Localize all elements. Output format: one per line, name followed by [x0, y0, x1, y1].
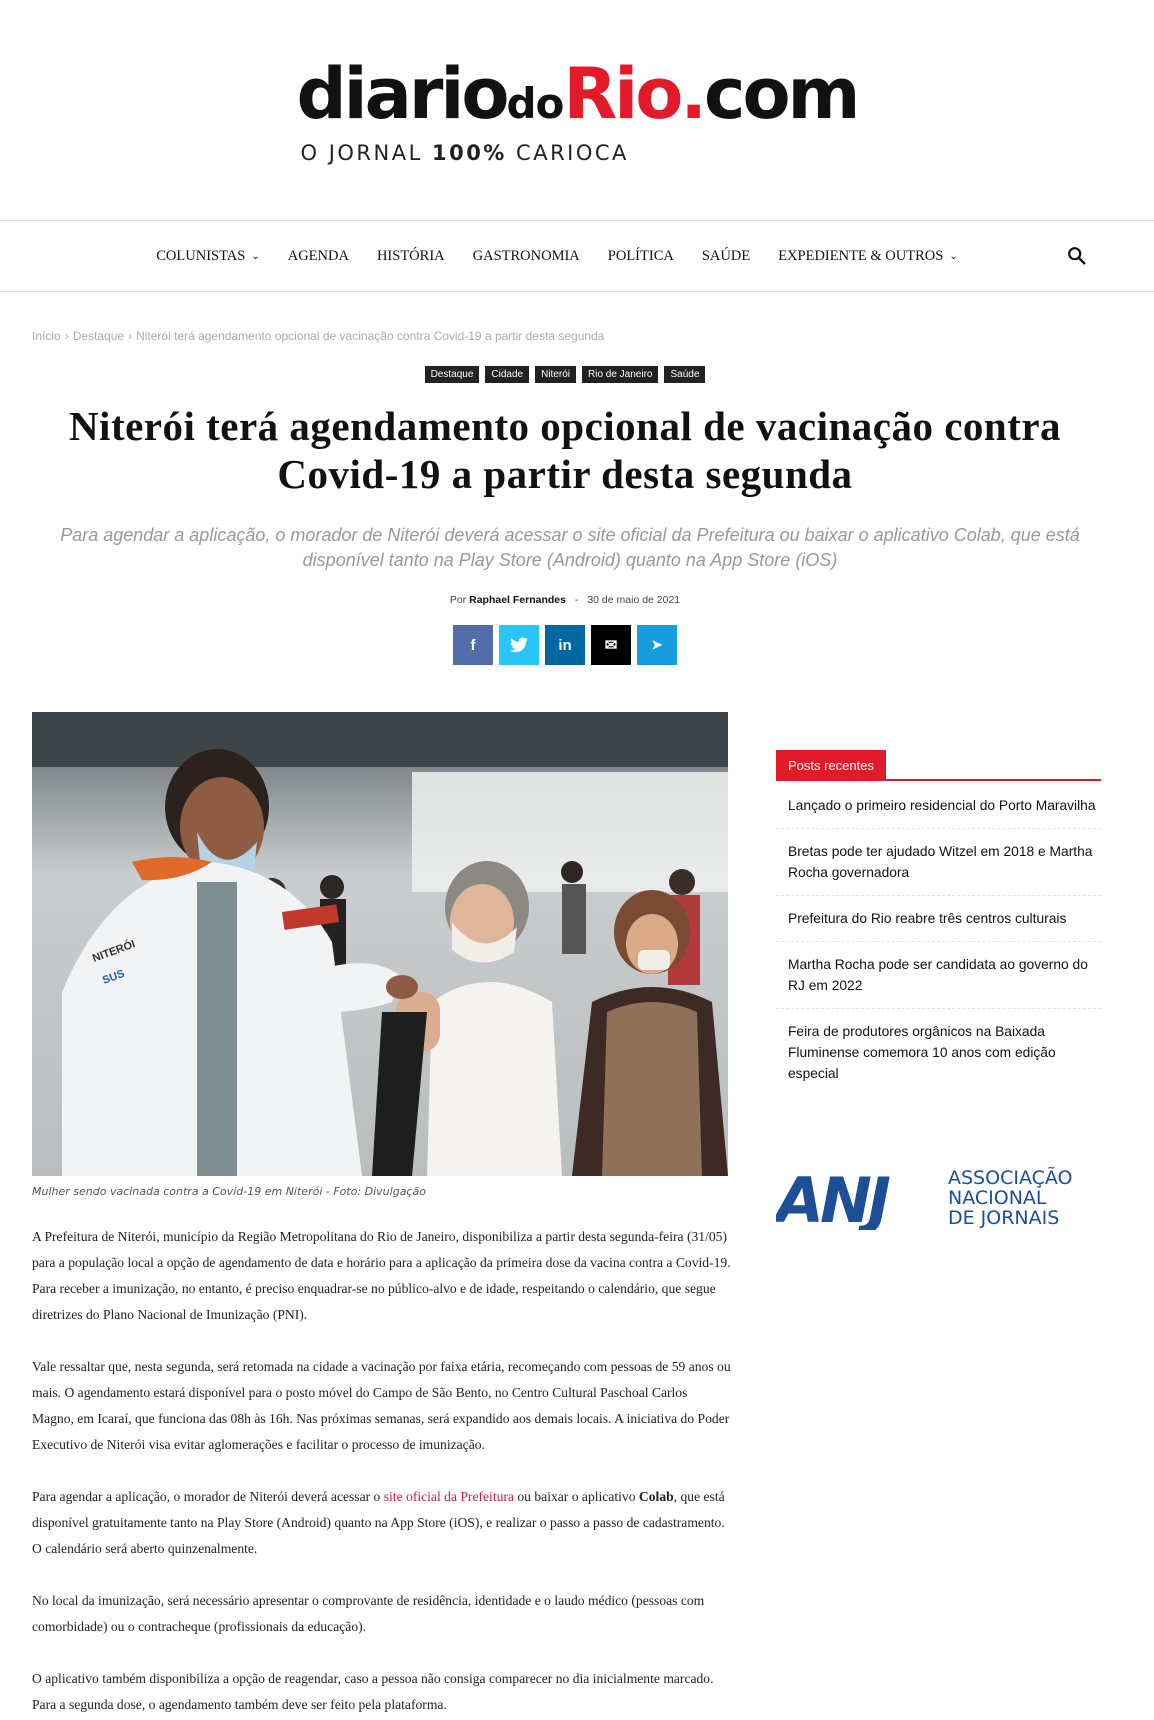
recent-post-link[interactable]: Bretas pode ter ajudado Witzel em 2018 e Martha Rocha governadora — [776, 841, 1101, 896]
nav-item-colunistas[interactable]: COLUNISTAS ⌄ — [156, 247, 260, 264]
category-tags — [0, 366, 1130, 383]
article-date: 30 de maio de 2021 — [587, 594, 681, 606]
share-buttons — [0, 625, 1130, 665]
twitter-icon — [510, 637, 528, 653]
share-telegram-button[interactable] — [637, 625, 677, 665]
nav-item-agenda[interactable]: AGENDA — [287, 247, 349, 264]
telegram-icon: ➤ — [651, 637, 663, 652]
main-nav — [0, 220, 1154, 292]
share-linkedin-button[interactable] — [545, 625, 585, 665]
logo-wordmark: diariodoRio.com — [296, 53, 858, 135]
svg-text:SUS: SUS — [100, 967, 127, 987]
paragraph: O aplicativo também disponibiliza a opção de reagendar, caso a pessoa não consiga comparecer no dia inicialmente marcado. Para a segunda dose, o agendamento também deve ser feito pela plataforma. — [32, 1671, 714, 1712]
chevron-down-icon: ⌄ — [949, 250, 958, 262]
recent-post-link[interactable]: Martha Rocha pode ser candidata ao governo do RJ em 2022 — [776, 954, 1101, 1009]
paragraph: Para agendar a aplicação, o morador de Niterói deverá acessar o site oficial da Prefeitura ou baixar o aplicativo Colab, que está disponível gratuitamente tanto na Play Store (Android) quanto na App Store (iOS), e realizar o passo a passo de cadastramento. O calendário será aberto quinzenalmente. — [32, 1489, 725, 1556]
svg-text:NACIONAL: NACIONAL — [948, 1187, 1047, 1209]
recent-post-link[interactable]: Feira de produtores orgânicos na Baixada Fluminense comemora 10 anos com edição especial — [788, 1024, 1056, 1081]
recent-post-link[interactable]: Lançado o primeiro residencial do Porto Maravilha — [776, 795, 1101, 829]
nav-item-historia[interactable]: HISTÓRIA — [376, 247, 445, 264]
tag-niteroi[interactable]: Niterói — [535, 366, 576, 383]
share-twitter-button[interactable] — [499, 625, 539, 665]
tag-cidade[interactable]: Cidade — [485, 366, 529, 383]
linkedin-icon: in — [558, 636, 572, 654]
article-subtitle: Para agendar a aplicação, o morador de Niterói deverá acessar o site oficial da Prefeitura ou baixar o aplicativo Colab, que está disponível tanto na Play Store (Android) quanto na App Store (iOS) — [60, 525, 1080, 570]
site-logo[interactable] — [0, 55, 1154, 165]
breadcrumb: Início › Destaque › Niterói terá agendamento opcional de vacinação contra Covid-19 a partir desta segunda — [32, 329, 605, 343]
share-email-button[interactable] — [591, 625, 631, 665]
article-title: Niterói terá agendamento opcional de vacinação contra Covid-19 a partir desta segunda — [68, 403, 1062, 497]
nav-item-politica[interactable]: POLÍTICA — [607, 247, 674, 264]
recent-posts-heading: Posts recentes — [776, 750, 1101, 781]
nav-item-gastronomia[interactable]: GASTRONOMIA — [472, 247, 580, 264]
breadcrumb-home[interactable]: Início — [32, 329, 61, 343]
svg-text:ASSOCIAÇÃO: ASSOCIAÇÃO — [948, 1167, 1073, 1189]
recent-post-link[interactable]: Prefeitura do Rio reabre três centros culturais — [776, 908, 1101, 942]
paragraph: No local da imunização, será necessário apresentar o comprovante de residência, identidade e o laudo médico (pessoas com comorbidade) ou o contracheque (profissionais da educação). — [32, 1593, 705, 1634]
breadcrumb-current[interactable]: Niterói terá agendamento opcional de vacinação contra Covid-19 a partir desta segunda — [136, 329, 605, 343]
anj-logo[interactable] — [776, 1164, 1076, 1230]
recent-posts-list — [776, 795, 1101, 1096]
nav-item-saude[interactable]: SAÚDE — [701, 247, 751, 264]
image-caption: Mulher sendo vacinada contra a Covid-19 em Niterói - Foto: Divulgação — [32, 1185, 426, 1198]
tag-rio-de-janeiro[interactable]: Rio de Janeiro — [582, 366, 658, 383]
search-icon[interactable] — [1066, 245, 1088, 267]
tag-destaque[interactable]: Destaque — [425, 366, 480, 383]
tag-saude[interactable]: Saúde — [664, 366, 705, 383]
article-featured-image — [32, 712, 728, 1176]
facebook-icon: f — [470, 636, 476, 654]
paragraph: Vale ressaltar que, nesta segunda, será retomada na cidade a vacinação por faixa etária, recomeçando com pessoas de 59 anos ou mais. O agendamento estará disponível para o posto móvel do Campo de São Bento, no Centro Cultural Paschoal Carlos Magno, em Icaraí, que funciona das 08h às 16h. Nas próximas semanas, será expandido aos demais locais. A iniciativa do Poder Executivo de Niterói visa evitar aglomerações e facilitar o processo de imunização. — [32, 1359, 731, 1452]
article-body — [32, 1224, 732, 1720]
logo-tagline: O JORNAL 100% CARIOCA — [300, 141, 629, 165]
paragraph: A Prefeitura de Niterói, município da Região Metropolitana do Rio de Janeiro, disponibiliza a partir desta segunda-feira (31/05) para a população local a opção de agendamento de data e horário para a aplicação da primeira dose da vacina contra a Covid-19. Para receber a imunização, no entanto, é preciso enquadrar-se no público-alvo e de idade, respeitando o calendário, que segue diretrizes do Plano Nacional de Imunização (PNI). — [32, 1229, 731, 1322]
svg-text:ANJ: ANJ — [776, 1164, 887, 1230]
sidebar — [776, 750, 1101, 1108]
share-facebook-button[interactable] — [453, 625, 493, 665]
chevron-down-icon: ⌄ — [251, 250, 260, 262]
svg-text:DE JORNAIS: DE JORNAIS — [948, 1207, 1060, 1229]
author-link[interactable]: Raphael Fernandes — [469, 594, 566, 606]
svg-text:NITERÓI: NITERÓI — [90, 938, 137, 965]
prefeitura-site-link[interactable]: site oficial da Prefeitura — [383, 1489, 514, 1504]
article-byline: Por Raphael Fernandes - 30 de maio de 2021 — [449, 594, 681, 606]
email-icon: ✉ — [604, 637, 618, 654]
breadcrumb-section[interactable]: Destaque — [72, 329, 125, 343]
nav-item-expediente[interactable]: EXPEDIENTE & OUTROS ⌄ — [778, 247, 958, 264]
